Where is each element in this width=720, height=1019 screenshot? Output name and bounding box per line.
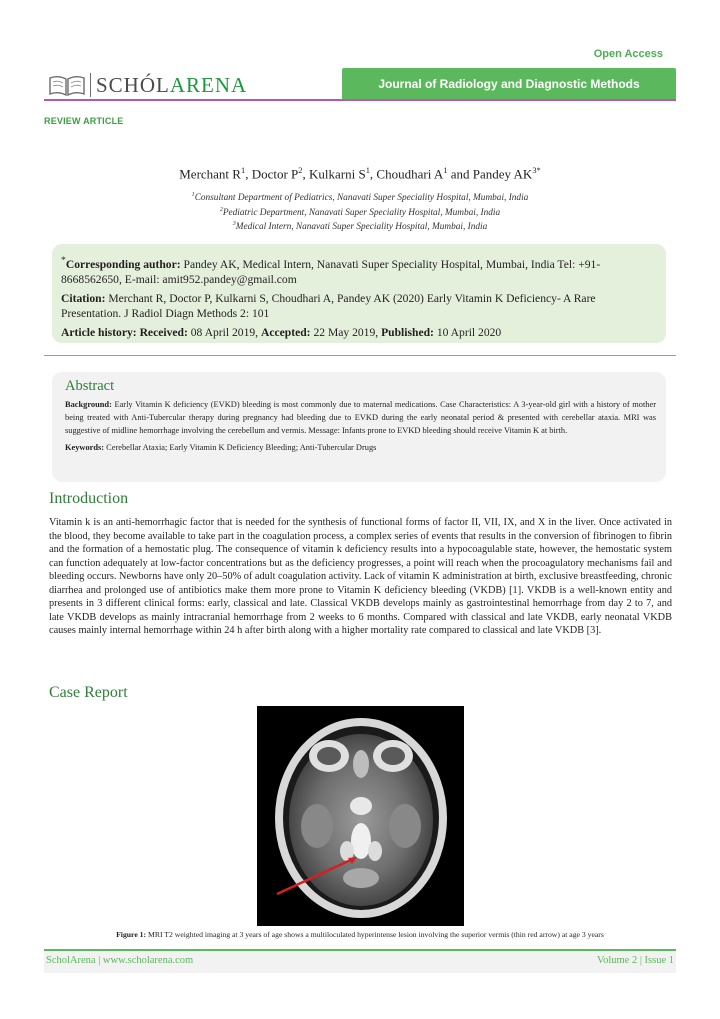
author-affiliation-mark: 1 <box>365 165 370 175</box>
corresponding-author-label: Corresponding author: <box>65 257 181 271</box>
figure-label: Figure 1: <box>116 930 147 939</box>
corresponding-author <box>61 253 656 287</box>
author-name: Pandey AK <box>472 166 533 182</box>
footer-volume-issue: Volume 2 | Issue 1 <box>596 955 674 966</box>
open-book-icon <box>48 73 86 97</box>
affiliation-mark: 2 <box>219 207 223 213</box>
author-separator: , <box>245 166 252 182</box>
author-affiliation-mark: 1 <box>240 165 246 175</box>
corresponding-mark: * <box>61 255 66 266</box>
author-affiliation-mark: 2 <box>298 165 303 175</box>
mri-figure <box>257 706 464 926</box>
citation-label: Citation: <box>61 291 106 305</box>
publisher-logo[interactable] <box>48 72 247 98</box>
keywords-label: Keywords: <box>65 443 105 452</box>
affiliation-text: Consultant Department of Pediatrics, Nanavati Super Speciality Hospital, Mumbai, India <box>194 193 529 204</box>
affiliation-mark: 3 <box>232 221 236 227</box>
author-name: Merchant R <box>179 166 241 182</box>
corresponding-author-text: Pandey AK, Medical Intern, Nanavati Super Speciality Hospital, Mumbai, India Tel: +91-8668562650, E-mail: amit952.pandey@gmail.com <box>61 257 601 286</box>
article-info-box <box>52 244 666 343</box>
footer-publisher-link[interactable]: ScholArena | www.scholarena.com <box>46 955 194 966</box>
author-name: Kulkarni S <box>309 166 366 182</box>
journal-name: Journal of Radiology and Diagnostic Methods <box>378 77 640 91</box>
abstract-keywords <box>65 442 656 454</box>
received-label: Received: <box>139 325 188 339</box>
open-access-label: Open Access <box>593 48 663 60</box>
author-separator: , <box>369 166 377 182</box>
author-separator: , <box>302 166 309 182</box>
citation-text: Merchant R, Doctor P, Kulkarni S, Choudhari A, Pandey AK (2020) Early Vitamin K Deficiency- A Rare Presentation. J Radiol Diagn Methods 2: 101 <box>61 291 596 320</box>
logo-divider <box>90 73 91 97</box>
author-list <box>0 165 720 182</box>
article-history <box>61 325 656 340</box>
abstract-background <box>65 398 656 437</box>
introduction-body: Vitamin k is an anti-hemorrhagic factor that is needed for the synthesis of functional forms of factor II, VII, IX, and X in the liver. Once activated in the blood, they become available to take part in the coagulation process, a complex series of events that results in the conversion of fibrinogen to fibrin and the formation of a hemostatic plug. The consequence of vitamin k deficiency results into a hypocoagulable state, however, the hemostatic system can function adequately at low-factor concentrations but as the deficiency progresses, a point will reach when the procoagulatory mechanisms fail and bleeding occurs. Newborns have only 20–50% of adult coagulation activity. Lack of vitamin K administration at birth, exclusive breastfeeding, chronic diarrhea and prolonged use of antibiotics make them more prone to Vitamin K deficiency bleeding (VKDB) [1]. VKDB is a well-known entity and presents in 3 different clinical forms: early, classical and late. Classical VKDB develops mainly as gastrointestinal hemorrhage from day 2 to 7, and late VKDB develops as mainly intracranial hemorrhage from 2 weeks to 6 months. Compared with classical and late VKDB, early neonatal VKDB causes mainly internal hemorrhage within 24 h after birth along with a higher mortality rate compared to classical and late VKDB [3]. <box>49 517 672 636</box>
journal-name-banner <box>342 68 676 100</box>
affiliation-text: Pediatric Department, Nanavati Super Speciality Hospital, Mumbai, India <box>222 208 501 219</box>
logo-wordmark <box>96 72 248 97</box>
affiliation-mark: 1 <box>191 192 195 198</box>
introduction-heading: Introduction <box>49 490 129 507</box>
page-footer <box>44 951 676 973</box>
section-divider <box>44 355 676 356</box>
author-name: Doctor P <box>251 166 299 182</box>
figure-caption <box>0 930 720 939</box>
published-label: Published: <box>381 325 434 339</box>
history-label: Article history: <box>61 325 137 339</box>
received-date: 08 April 2019, <box>187 325 261 339</box>
citation <box>61 291 656 321</box>
author-name: Choudhari A <box>376 166 444 182</box>
logo-wordmark-part1: SCHÓL <box>96 72 170 97</box>
affiliation-3 <box>0 221 720 232</box>
abstract-box <box>52 372 666 482</box>
accepted-label: Accepted: <box>260 325 311 339</box>
logo-wordmark-part2: ARENA <box>169 72 248 97</box>
accepted-date: 22 May 2019, <box>310 325 382 339</box>
figure-caption-text: MRI T2 weighted imaging at 3 years of age shows a multiloculated hyperintense lesion involving the superior vermis (thin red arrow) at age 3 years <box>146 930 604 939</box>
abstract-title: Abstract <box>65 378 115 394</box>
header-divider <box>44 99 676 101</box>
affiliation-text: Medical Intern, Nanavati Super Speciality Hospital, Mumbai, India <box>235 222 488 233</box>
mri-scan-image <box>257 706 464 926</box>
published-date: 10 April 2020 <box>433 325 502 339</box>
background-label: Background: <box>65 400 112 409</box>
author-affiliation-mark: 1 <box>443 165 448 175</box>
article-type-label: REVIEW ARTICLE <box>44 116 124 126</box>
keywords-text: Cerebellar Ataxia; Early Vitamin K Deficiency Bleeding; Anti-Tubercular Drugs <box>104 443 377 452</box>
author-affiliation-mark: 3* <box>532 165 541 175</box>
affiliation-1 <box>0 192 720 203</box>
case-report-heading: Case Report <box>49 684 128 701</box>
affiliation-2 <box>0 207 720 218</box>
background-text: Early Vitamin K deficiency (EVKD) bleeding is most commonly due to maternal medications. Case Characteristics: A 3-year-old girl with a history of mother being treated with Anti-Tubercular therapy during pregnancy had bleeding due to EVKD during the early neonatal period & presented with cerebellar ataxia. MRI was suggestive of midline hemorrhage involving the cerebellum and vermis. Message: Infants prone to EVKD bleeding should receive Vitamin K at birth. <box>65 400 656 435</box>
author-separator: and <box>447 166 473 182</box>
